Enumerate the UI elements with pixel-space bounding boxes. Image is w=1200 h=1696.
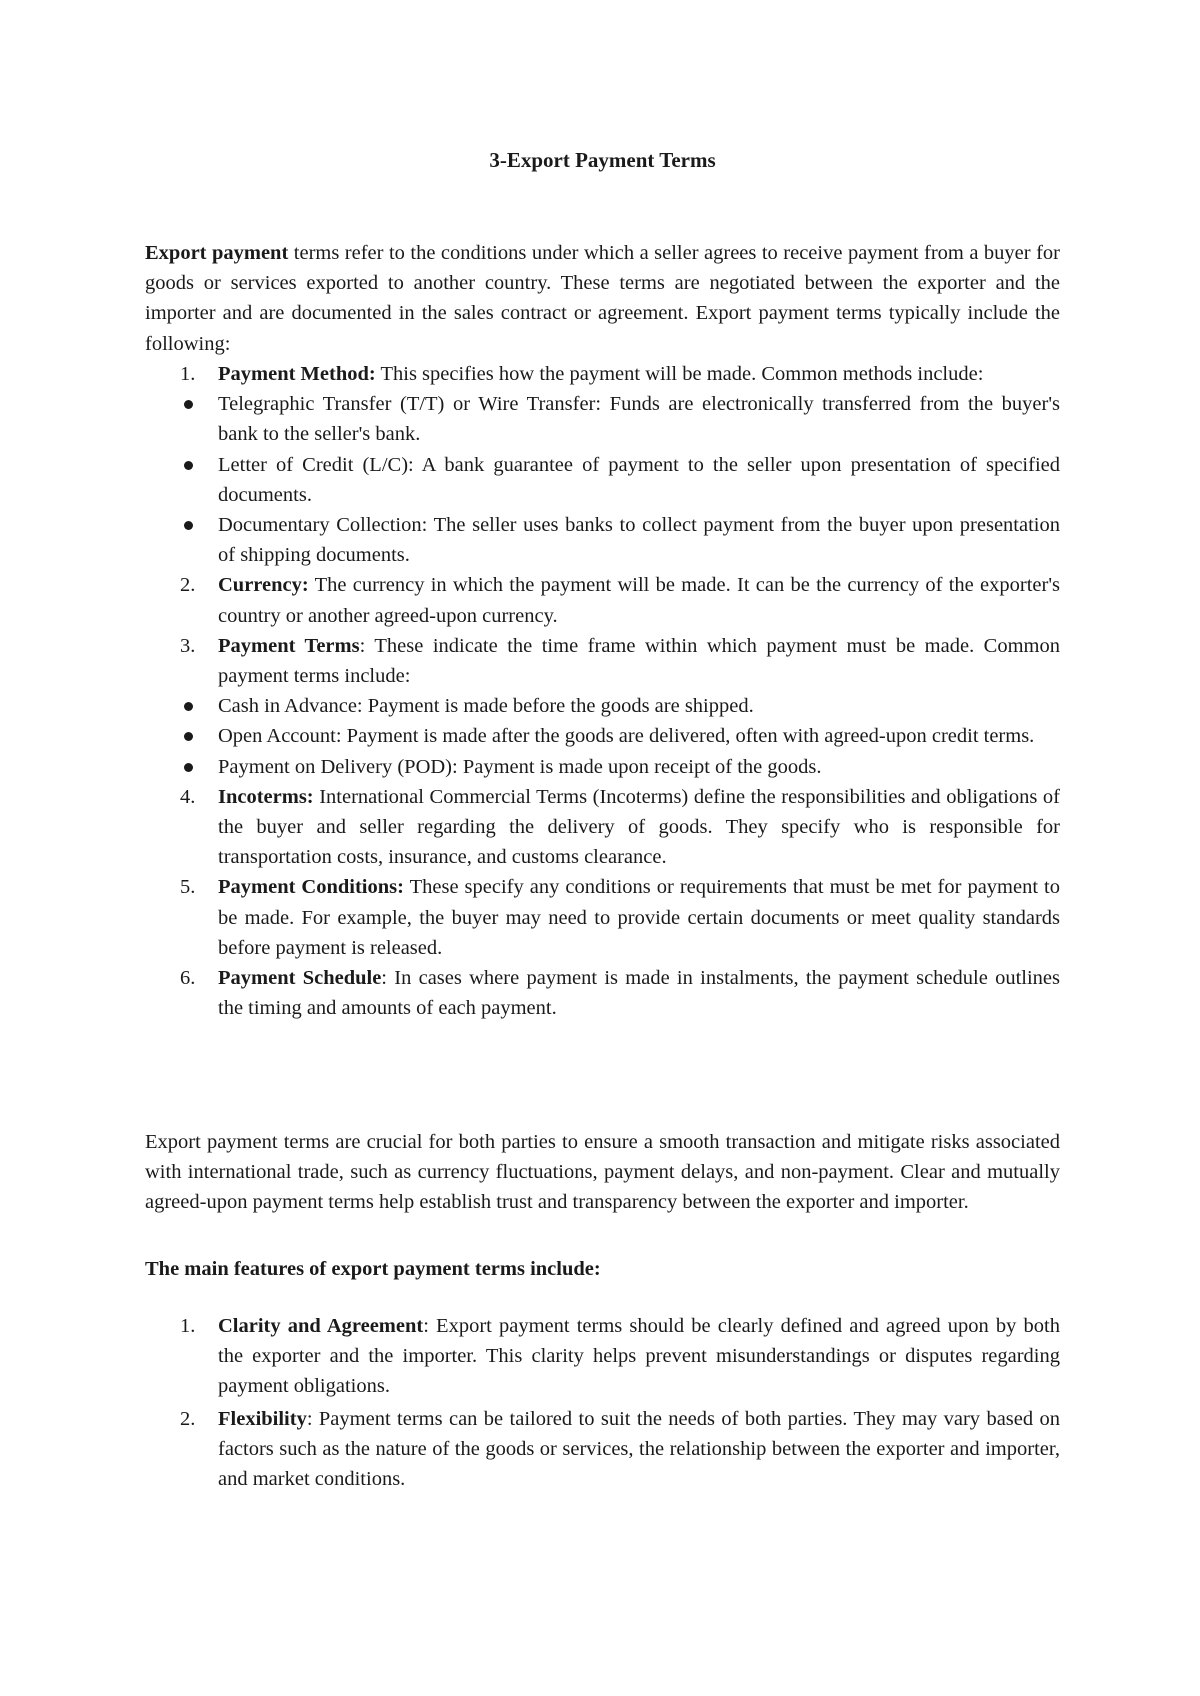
list-item-text: : Payment terms can be tailored to suit the needs of both parties. They may vary based on factors such as the nature of the goods or services, the relationship between the exporter and importer, and market conditions. [218,1408,1060,1491]
payment-terms-list [145,359,1060,1023]
list-item-text: : These indicate the time frame within which payment must be made. Common payment terms include: [218,634,1060,688]
bullet-icon [184,702,193,711]
list-item [145,510,1060,570]
list-item-text: International Commercial Terms (Incoterms) define the responsibilities and obligations of the buyer and seller regarding the delivery of goods. They specify who is responsible for transportation costs, insurance, and customs clearance. [218,785,1060,869]
bullet-icon [184,521,193,530]
list-item-bold: Clarity and Agreement [218,1315,424,1337]
intro-paragraph [145,238,1060,359]
list-item-text: Open Account: Payment is made after the goods are delivered, often with agreed-upon credit terms. [218,725,1035,748]
bullet-icon [184,400,193,409]
list-number: 2. [180,574,196,597]
list-item-text: : Export payment terms should be clearly defined and agreed upon by both the exporter and the importer. This clarity helps prevent misunderstandings or disputes regarding payment obligations. [218,1315,1060,1398]
list-item [145,872,1060,963]
list-item-text: Payment on Delivery (POD): Payment is made upon receipt of the goods. [218,755,822,778]
intro-bold-lead: Export payment [145,242,289,264]
bullet-icon [184,461,193,470]
list-item-bold: Currency: [218,574,309,597]
list-number: 6. [180,967,196,990]
bullet-icon [184,732,193,741]
list-item-text: The currency in which the payment will be made. It can be the currency of the exporter's country or another agreed-upon currency. [218,574,1060,627]
list-item-bold: Payment Method: [218,363,376,385]
list-item [145,752,1060,782]
bullet-icon [184,763,193,772]
list-item [145,782,1060,873]
list-item-bold: Incoterms: [218,785,314,808]
list-item [145,963,1060,1023]
list-number: 3. [180,634,196,657]
list-item [145,570,1060,630]
features-list-2 [145,1404,1060,1495]
list-number: 5. [180,876,196,899]
list-item-bold: Payment Schedule [218,967,382,990]
list-item-text: Telegraphic Transfer (T/T) or Wire Transfer: Funds are electronically transferred from the buyer's bank to the seller's bank. [218,393,1060,446]
list-item [145,721,1060,751]
summary-paragraph: Export payment terms are crucial for both parties to ensure a smooth transaction and mitigate risks associated with international trade, such as currency fluctuations, payment delays, and non-payment. Clear and mutually agreed-upon payment terms help establish trust and transparency between the exporter and importer. [145,1131,1060,1214]
list-item [145,1311,1060,1402]
list-item [145,1404,1060,1495]
list-item-bold: Flexibility [218,1408,307,1430]
list-item-text: Cash in Advance: Payment is made before the goods are shipped. [218,695,754,718]
list-item-text: : In cases where payment is made in instalments, the payment schedule outlines the timing and amounts of each payment. [218,967,1060,1020]
list-item [145,631,1060,691]
list-number: 1. [180,363,196,385]
features-list [145,1311,1060,1402]
page-title: 3-Export Payment Terms [489,148,716,172]
list-number: 4. [180,785,196,808]
list-item-text: Documentary Collection: The seller uses banks to collect payment from the buyer upon presentation of shipping documents. [218,514,1060,567]
list-item-text: These specify any conditions or requirements that must be met for payment to be made. For example, the buyer may need to provide certain documents or meet quality standards before payment is released. [218,876,1060,959]
list-item [145,691,1060,721]
list-number: 2. [180,1408,196,1430]
list-item [145,389,1060,449]
list-item [145,359,1060,389]
features-heading: The main features of export payment terms include: [145,1258,601,1280]
intro-text: terms refer to the conditions under which a seller agrees to receive payment from a buyer for goods or services exported to another country. These terms are negotiated between the exporter and the importer and are documented in the sales contract or agreement. Export payment terms typically include the following: [145,242,1060,355]
list-item-text: This specifies how the payment will be made. Common methods include: [375,363,984,385]
list-item-text: Letter of Credit (L/C): A bank guarantee of payment to the seller upon presentation of specified documents. [218,453,1060,506]
list-item-bold: Payment Conditions: [218,876,404,899]
list-number: 1. [180,1315,196,1337]
list-item-bold: Payment Terms [218,634,360,657]
list-item [145,450,1060,510]
